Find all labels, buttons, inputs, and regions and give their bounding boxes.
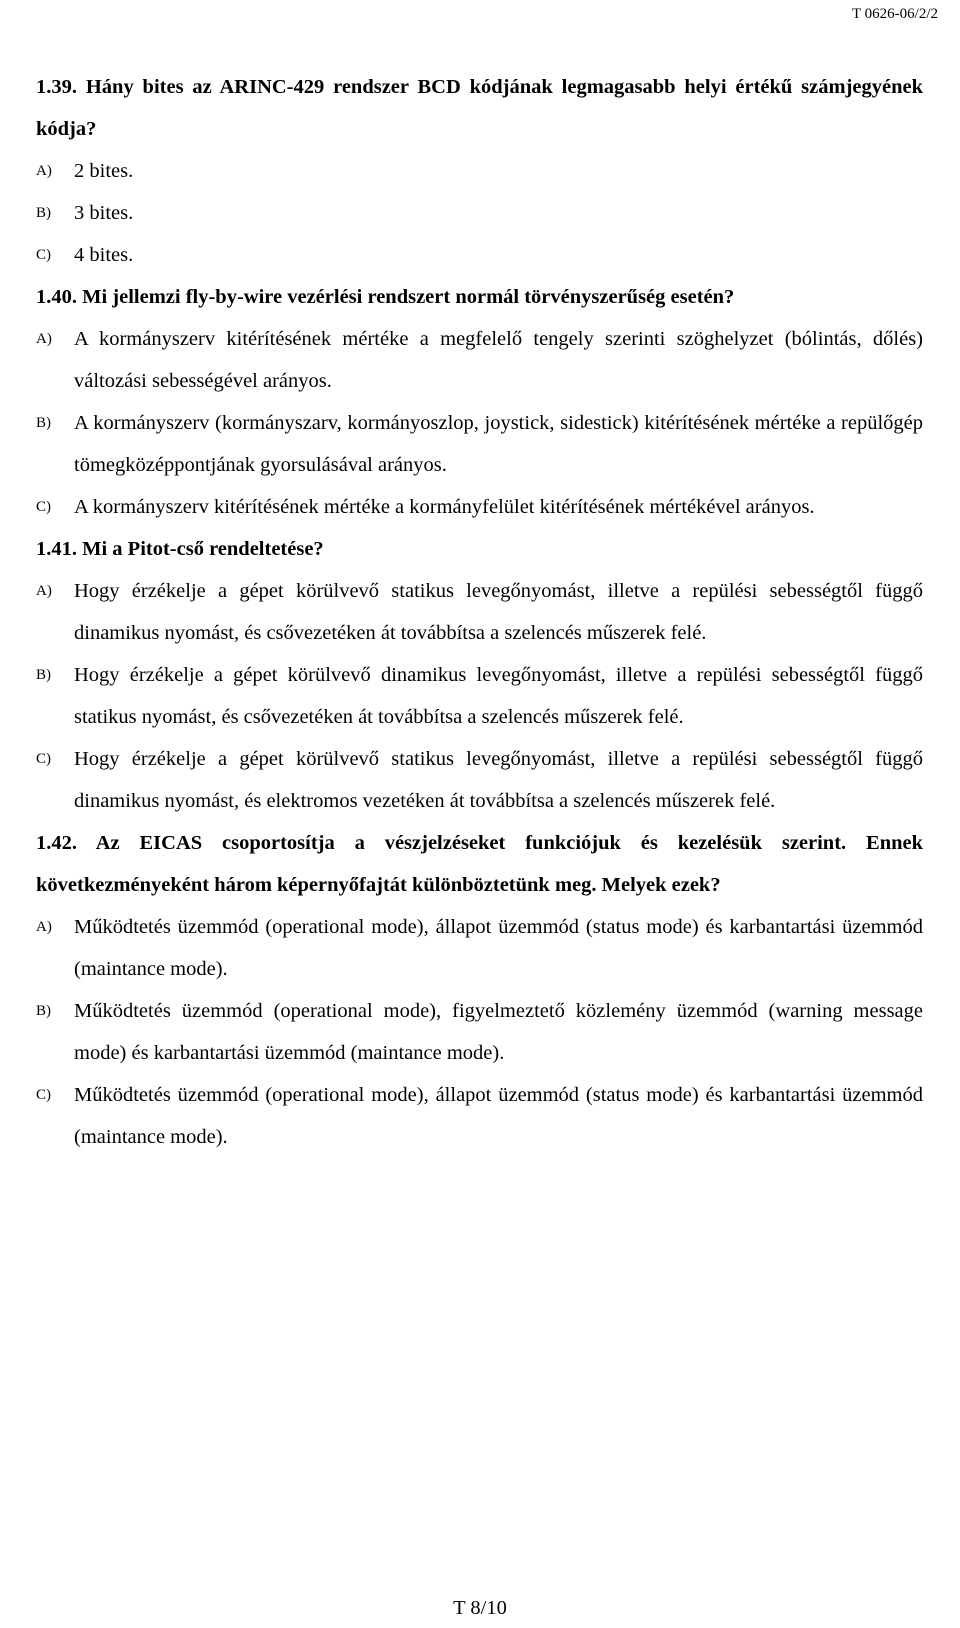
option-letter: A)	[36, 583, 52, 599]
question-number: 1.41.	[36, 538, 77, 560]
option-text: A kormányszerv kitérítésének mértéke a megfelelő tengely szerinti szöghelyzet (bólintás, dőlés) változási sebességével arányos.	[74, 328, 923, 392]
question-number: 1.39.	[36, 76, 77, 98]
question-stem: Az EICAS csoportosítja a vészjelzéseket funkciójuk és kezelésük szerint. Ennek következményeként három képernyőfajtát különböztetünk meg. Melyek ezek?	[36, 832, 923, 896]
option-text: Hogy érzékelje a gépet körülvevő statikus levegőnyomást, illetve a repülési sebességtől függő dinamikus nyomást, és elektromos vezetéken át továbbítsa a szelencés műszerek felé.	[74, 748, 923, 812]
question-text	[36, 276, 923, 318]
answer-option	[36, 402, 923, 486]
answer-option	[36, 906, 923, 990]
question-stem: Hány bites az ARINC-429 rendszer BCD kódjának legmagasabb helyi értékű számjegyének kódja?	[36, 76, 923, 140]
option-text: Működtetés üzemmód (operational mode), állapot üzemmód (status mode) és karbantartási üzemmód (maintance mode).	[74, 916, 923, 980]
option-text: 4 bites.	[74, 244, 134, 266]
question-stem: Mi jellemzi fly-by-wire vezérlési rendszert normál törvényszerűség esetén?	[82, 286, 735, 308]
question-number: 1.42.	[36, 832, 77, 854]
option-text: Működtetés üzemmód (operational mode), állapot üzemmód (status mode) és karbantartási üzemmód (maintance mode).	[74, 1084, 923, 1148]
option-letter: C)	[36, 499, 51, 515]
question-text	[36, 66, 923, 150]
question-number: 1.40.	[36, 286, 77, 308]
answer-option	[36, 1074, 923, 1158]
option-text: 3 bites.	[74, 202, 134, 224]
option-text: A kormányszerv kitérítésének mértéke a kormányfelület kitérítésének mértékével arányos.	[74, 496, 815, 518]
answer-option	[36, 654, 923, 738]
question-text	[36, 822, 923, 906]
answer-option	[36, 990, 923, 1074]
option-letter: A)	[36, 163, 52, 179]
option-letter: A)	[36, 331, 52, 347]
option-letter: B)	[36, 415, 51, 431]
option-letter: B)	[36, 1003, 51, 1019]
answer-option	[36, 150, 923, 192]
answer-option	[36, 234, 923, 276]
page-number: T 8/10	[453, 1597, 507, 1619]
option-text: A kormányszerv (kormányszarv, kormányoszlop, joystick, sidestick) kitérítésének mértéke a repülőgép tömegközéppontjának gyorsulásával arányos.	[74, 412, 923, 476]
option-text: Működtetés üzemmód (operational mode), figyelmeztető közlemény üzemmód (warning message mode) és karbantartási üzemmód (maintance mode).	[74, 1000, 923, 1064]
option-letter: B)	[36, 667, 51, 683]
answer-option	[36, 738, 923, 822]
answer-option	[36, 486, 923, 528]
question-text	[36, 528, 923, 570]
option-letter: C)	[36, 751, 51, 767]
option-letter: C)	[36, 1087, 51, 1103]
answer-option	[36, 192, 923, 234]
header-code: T 0626-06/2/2	[852, 6, 938, 22]
question-1-42	[36, 822, 923, 1158]
option-letter: C)	[36, 247, 51, 263]
question-1-41	[36, 528, 923, 822]
option-text: Hogy érzékelje a gépet körülvevő statikus levegőnyomást, illetve a repülési sebességtől függő dinamikus nyomást, és csővezetéken át továbbítsa a szelencés műszerek felé.	[74, 580, 923, 644]
question-list	[36, 66, 923, 1158]
option-letter: A)	[36, 919, 52, 935]
answer-option	[36, 570, 923, 654]
question-stem: Mi a Pitot-cső rendeltetése?	[82, 538, 324, 560]
answer-option	[36, 318, 923, 402]
question-1-39	[36, 66, 923, 276]
option-text: 2 bites.	[74, 160, 134, 182]
question-1-40	[36, 276, 923, 528]
option-letter: B)	[36, 205, 51, 221]
option-text: Hogy érzékelje a gépet körülvevő dinamikus levegőnyomást, illetve a repülési sebességtől függő statikus nyomást, és csővezetéken át továbbítsa a szelencés műszerek felé.	[74, 664, 923, 728]
